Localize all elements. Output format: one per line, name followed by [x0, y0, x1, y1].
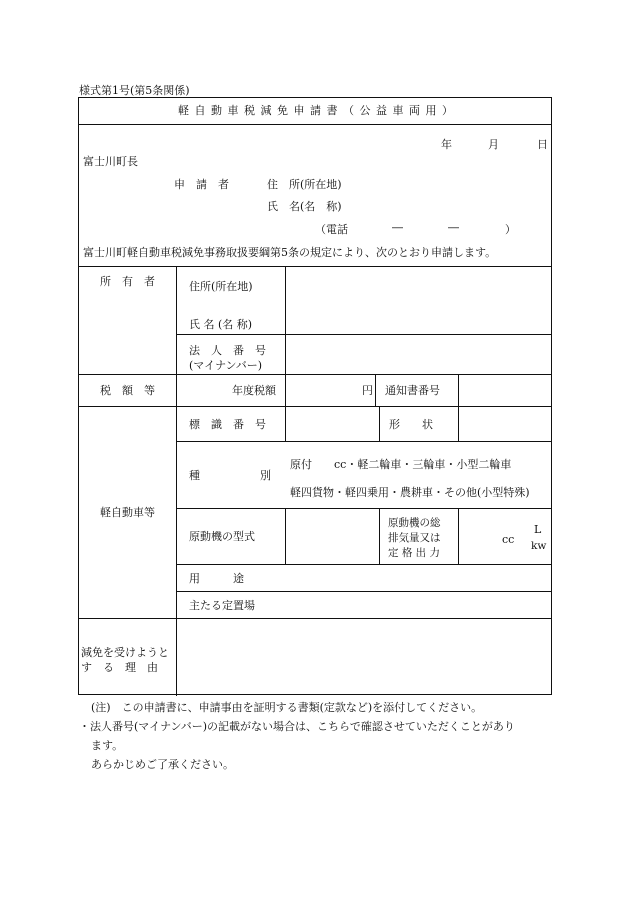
divider	[285, 406, 286, 441]
cc-unit: cc	[502, 533, 515, 546]
corp-number-label: 法 人 番 号	[189, 344, 266, 357]
displacement-label-3: 定 格 出 力	[388, 547, 441, 559]
phone-dash-1: ―	[392, 221, 403, 234]
application-form	[78, 97, 552, 695]
phone-close: ）	[505, 223, 516, 236]
applicant-address-label: 住 所(所在地)	[267, 178, 342, 191]
form-number: 様式第1号(第5条関係)	[79, 84, 190, 97]
divider	[79, 124, 551, 125]
owner-address-label: 住所(所在地)	[189, 280, 253, 293]
divider	[176, 334, 551, 335]
note-4: あらかじめご了承ください。	[91, 758, 234, 771]
note-3: ます。	[91, 739, 124, 752]
use-label: 用 途	[189, 571, 244, 585]
divider	[379, 508, 380, 564]
addressee: 富士川町長	[83, 155, 138, 168]
divider	[458, 406, 459, 441]
phone-open: （電話	[315, 223, 348, 236]
liter-unit: L	[534, 523, 542, 536]
divider	[285, 266, 286, 406]
note-1: (注) この申請書に、申請事由を証明する書類(定款など)を添付してください。	[91, 701, 483, 714]
applicant-name-label: 氏 名(名 称)	[267, 200, 342, 213]
annual-tax-label: 年度税額	[232, 384, 276, 397]
date-day: 日	[537, 138, 548, 151]
type-label-2: 別	[260, 468, 271, 482]
divider	[379, 406, 380, 441]
vehicle-label: 軽自動車等	[100, 506, 155, 519]
vehicle-type-options-2: 軽四貨物・軽四乗用・農耕車・その他(小型特殊)	[290, 486, 530, 499]
applicant-label: 申 請 者	[174, 178, 229, 191]
owner-label: 所 有 者	[100, 275, 155, 288]
note-2: ・法人番号(マイナンバー)の記載がない場合は、こちらで確認させていただくことがあり	[79, 720, 515, 733]
shape-label: 形 状	[389, 417, 433, 431]
kw-unit: kw	[531, 540, 547, 552]
owner-name-label: 氏 名 (名 称)	[189, 318, 253, 331]
reason-label-1: 減免を受けようと	[81, 646, 169, 659]
form-title: 軽 自 動 車 税 減 免 申 請 書 （ 公 益 車 両 用 ）	[178, 104, 454, 117]
phone-dash-2: ―	[448, 221, 459, 234]
displacement-label-1: 原動機の総	[388, 517, 441, 529]
divider	[458, 508, 459, 564]
vehicle-type-options-1: 原付 cc・軽二輪車・三輪車・小型二輪車	[290, 458, 512, 471]
engine-model-label: 原動機の型式	[189, 530, 255, 543]
divider	[176, 266, 177, 696]
date-month: 月	[488, 138, 499, 151]
displacement-label-2: 排気量又は	[388, 532, 441, 544]
notice-number-label: 通知書番号	[385, 384, 440, 397]
date-year: 年	[441, 138, 452, 151]
storage-location-label: 主たる定置場	[189, 598, 255, 612]
divider	[176, 441, 551, 442]
divider	[458, 374, 459, 406]
divider	[79, 618, 551, 619]
divider	[375, 374, 376, 406]
yen-unit: 円	[362, 384, 373, 397]
mynumber-label: (マイナンバー)	[189, 359, 263, 372]
reason-label-2: す る 理 由	[81, 661, 158, 674]
tax-label: 税 額 等	[100, 384, 155, 397]
divider	[285, 508, 286, 564]
plate-number-label: 標 識 番 号	[189, 417, 266, 431]
type-label-1: 種	[189, 468, 200, 482]
statement: 富士川町軽自動車税減免事務取扱要綱第5条の規定により、次のとおり申請します。	[83, 246, 497, 259]
